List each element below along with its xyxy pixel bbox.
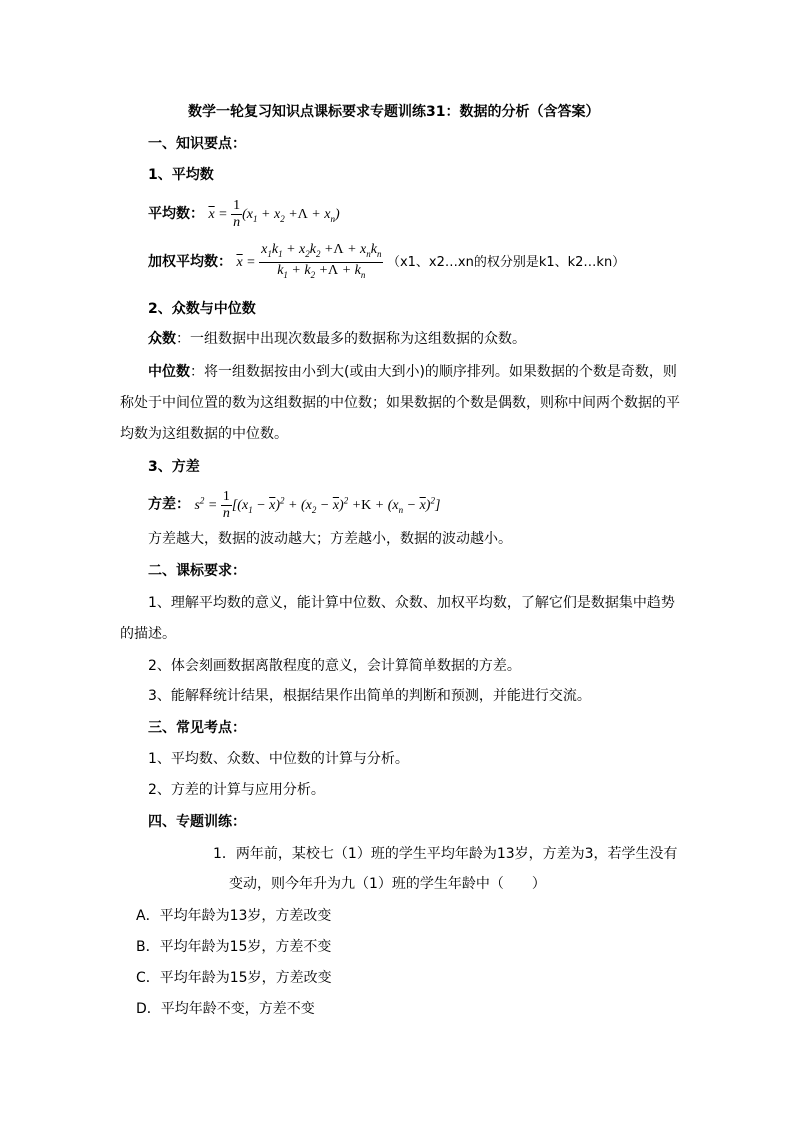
mean-formula: $\overline{x}$ = $\frac{1}{n}$ $(x_1 + x_2 +\Lambda + x_n)$ [208,198,340,231]
median-text-1: ：将一组数据按由小到大(或由大到小)的顺序排列。如果数据的个数是奇数，则 [190,364,677,380]
requirement-1: 1、理解平均数的意义，能计算中位数、众数、加权平均数，了解它们是数据集中趋势 [148,595,675,611]
section-heading-exam-points: 三、常见考点： [148,720,246,736]
median-label: 中位数 [148,364,190,380]
median-definition-3: 均数为这组数据的中位数。 [120,426,288,442]
requirement-1-cont: 的描述。 [120,626,176,642]
question-1-option-c: C．平均年龄为15岁，方差改变 [136,970,332,986]
median-definition-1 [148,362,677,382]
mean-formula-line [148,194,340,234]
question-1-stem: 1．两年前，某校七（1）班的学生平均年龄为13岁，方差为3，若学生没有 [213,846,678,862]
variance-label: 方差： [148,496,190,513]
heading-variance: 3、方差 [148,459,200,475]
question-1-option-d: D．平均年龄不变，方差不变 [136,1001,315,1017]
weighted-mean-note: （x1、x2…xn的权分别是k1、k2…kn） [386,255,626,270]
heading-mode-median: 2、众数与中位数 [148,301,256,317]
mode-label: 众数 [148,331,176,347]
section-heading-practice: 四、专题训练： [148,814,246,830]
requirement-3: 3、能解释统计结果，根据结果作出简单的判断和预测，并能进行交流。 [148,688,591,704]
median-definition-2: 称处于中间位置的数为这组数据的中位数；如果数据的个数是偶数，则称中间两个数据的平 [120,395,680,411]
requirement-2: 2、体会刻画数据离散程度的意义，会计算简单数据的方差。 [148,658,521,674]
weighted-mean-label: 加权平均数： [148,254,232,270]
variance-formula: $s^2$ = $\frac{1}{n}$ $[(x_1 - \overline{x})^2 + (x_2 - \overline{x})^2 +K + (x_n - \overline{x})^2]$ [194,488,441,521]
variance-formula-line [148,480,440,520]
document-title: 数学一轮复习知识点课标要求专题训练31：数据的分析（含答案） [188,104,600,120]
mean-label: 平均数： [148,206,204,222]
mode-definition [148,329,526,349]
section-heading-knowledge: 一、知识要点： [148,136,246,152]
heading-mean: 1、平均数 [148,167,214,183]
question-1-option-b: B．平均年龄为15岁，方差不变 [136,939,332,955]
variance-note: 方差越大，数据的波动越大；方差越小，数据的波动越小。 [148,531,512,547]
exam-point-1: 1、平均数、众数、中位数的计算与分析。 [148,751,409,767]
question-1-option-a: A．平均年龄为13岁，方差改变 [136,908,332,924]
mode-text: ：一组数据中出现次数最多的数据称为这组数据的众数。 [176,331,526,347]
weighted-mean-line [148,242,625,282]
question-1-stem-cont: 变动，则今年升为九（1）班的学生年龄中（ ） [229,876,546,892]
section-heading-requirements: 二、课标要求： [148,563,246,579]
exam-point-2: 2、方差的计算与应用分析。 [148,782,325,798]
weighted-mean-formula: $\overline{x}$ = $\frac{x_1k_1 + x_2k_2 +\Lambda + x_nk_n}{k_1 + k_2 +\Lambda + k_n}$ [236,242,382,281]
